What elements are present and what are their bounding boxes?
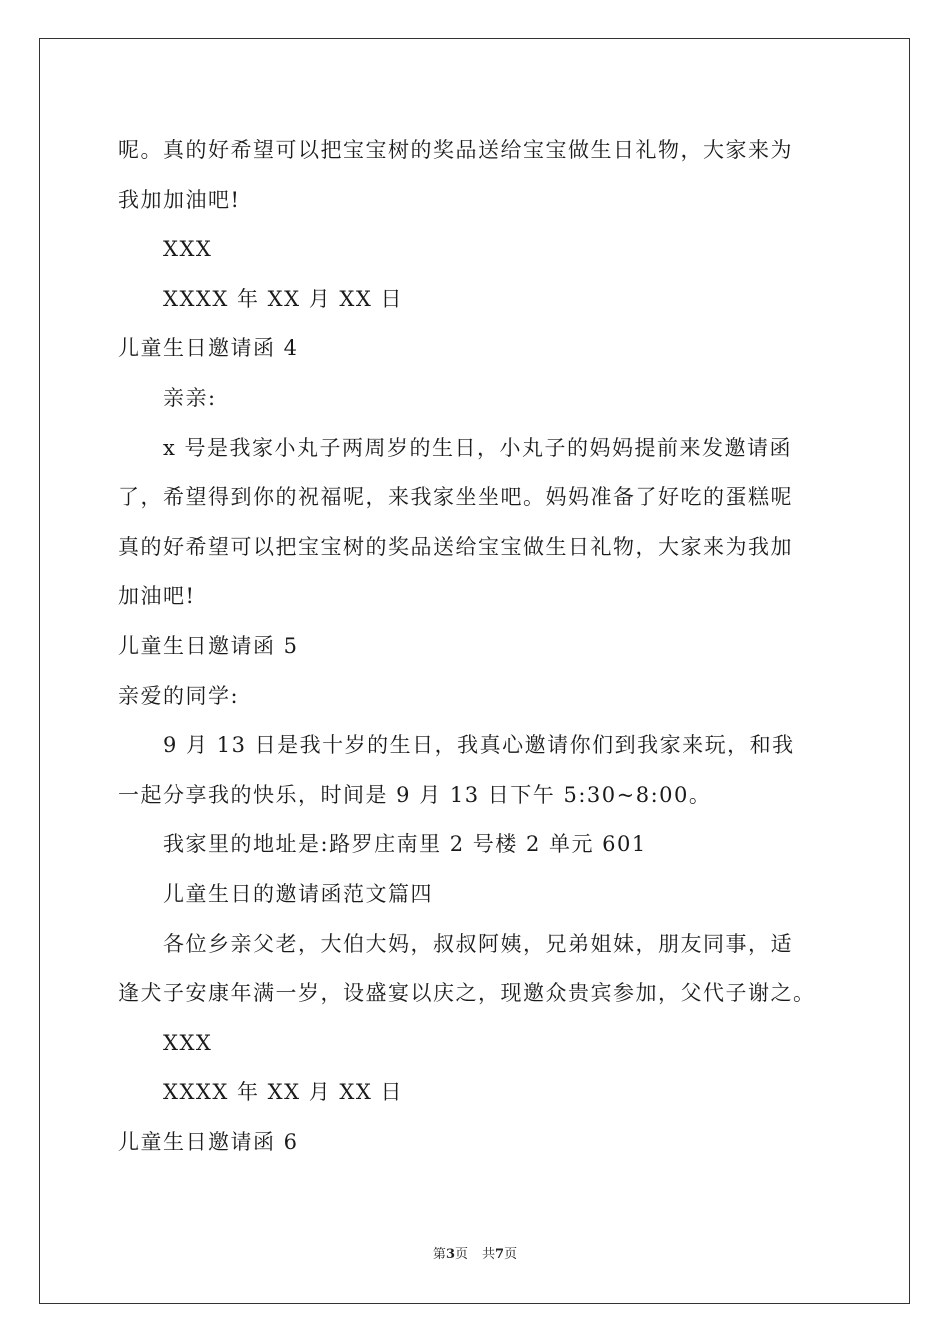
text-line: 了，希望得到你的祝福呢，来我家坐坐吧。妈妈准备了好吃的蛋糕呢 [118, 485, 793, 509]
text-line: 我家里的地址是:路罗庄南里 2 号楼 2 单元 601 [163, 832, 647, 856]
text-line: 儿童生日邀请函 4 [118, 336, 299, 360]
text-line: XXX [163, 237, 213, 261]
page-label-prefix: 第 [432, 1247, 446, 1262]
text-line: 真的好希望可以把宝宝树的奖品送给宝宝做生日礼物，大家来为我加 [118, 535, 793, 559]
total-pages: 7 [495, 1247, 505, 1262]
text-line: XXXX 年 XX 月 XX 日 [163, 287, 403, 311]
text-line: 亲亲: [163, 386, 217, 410]
text-line: 呢。真的好希望可以把宝宝树的奖品送给宝宝做生日礼物，大家来为 [118, 138, 793, 162]
text-line: 9 月 13 日是我十岁的生日，我真心邀请你们到我家来玩，和我 [163, 733, 795, 757]
page-footer [0, 1246, 950, 1264]
text-line: XXXX 年 XX 月 XX 日 [163, 1080, 403, 1104]
text-line: 儿童生日邀请函 5 [118, 634, 299, 658]
text-line: 儿童生日邀请函 6 [118, 1130, 299, 1154]
total-label-prefix: 共 [482, 1247, 496, 1262]
text-line: XXX [163, 1031, 213, 1055]
text-line: 一起分享我的快乐，时间是 9 月 13 日下午 5:30~8:00。 [118, 783, 712, 807]
text-line: 各位乡亲父老，大伯大妈，叔叔阿姨，兄弟姐妹，朋友同事，适 [163, 932, 793, 956]
page-number: 3 [445, 1247, 455, 1262]
page-label-suffix: 页 [454, 1247, 468, 1262]
text-line: 加油吧! [118, 584, 196, 608]
text-line: 亲爱的同学: [118, 684, 240, 708]
text-line: 逢犬子安康年满一岁，设盛宴以庆之，现邀众贵宾参加，父代子谢之。 [118, 981, 816, 1005]
total-label-suffix: 页 [504, 1247, 518, 1262]
text-line: x 号是我家小丸子两周岁的生日，小丸子的妈妈提前来发邀请函 [163, 436, 793, 460]
text-line: 儿童生日的邀请函范文篇四 [163, 882, 433, 906]
page-border [39, 38, 910, 1304]
text-line: 我加加油吧! [118, 188, 241, 212]
